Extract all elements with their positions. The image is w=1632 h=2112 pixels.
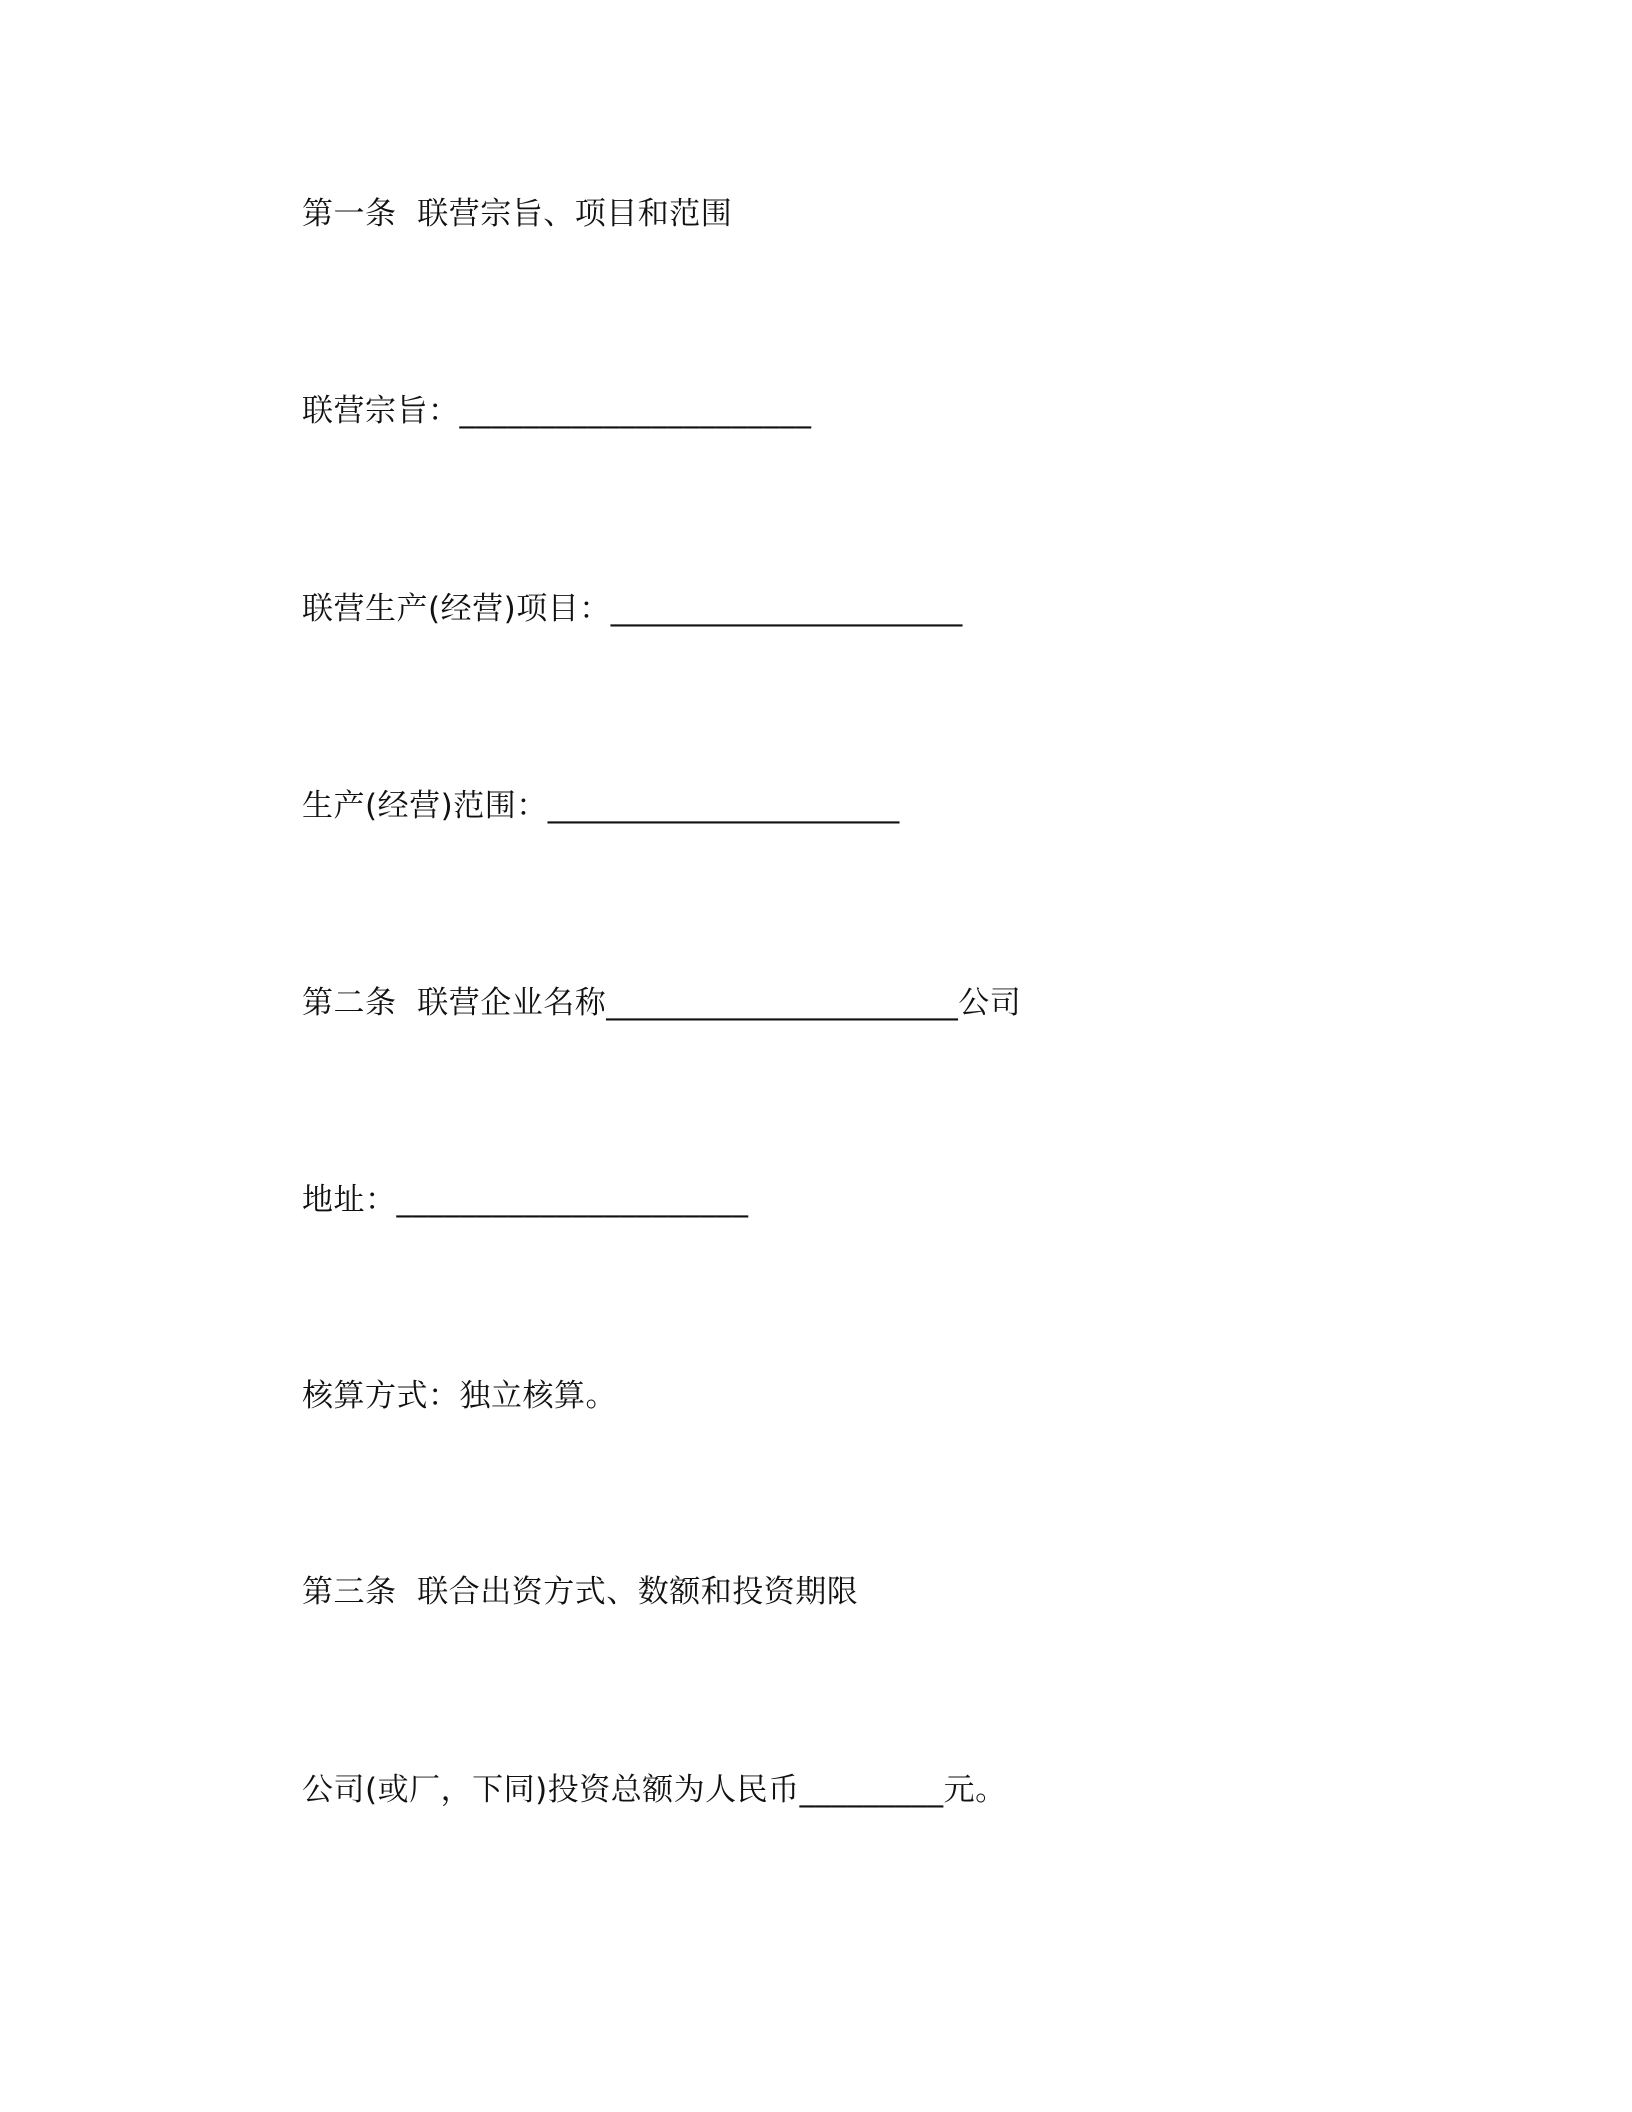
production-project-field: 联营生产(经营)项目：______________________ bbox=[302, 591, 963, 627]
production-scope-field: 生产(经营)范围：______________________ bbox=[302, 788, 900, 824]
total-investment-field: 公司(或厂，下同)投资总额为人民币_________元。 bbox=[302, 1772, 1007, 1808]
article-3-heading: 第三条 联合出资方式、数额和投资期限 bbox=[302, 1574, 859, 1610]
accounting-method: 核算方式：独立核算。 bbox=[302, 1378, 617, 1414]
joint-venture-purpose-field: 联营宗旨：______________________ bbox=[302, 393, 812, 429]
article-2-company-name: 第二条 联营企业名称______________________公司 bbox=[302, 985, 1022, 1021]
address-field: 地址：______________________ bbox=[302, 1182, 749, 1218]
article-1-heading: 第一条 联营宗旨、项目和范围 bbox=[302, 196, 733, 232]
